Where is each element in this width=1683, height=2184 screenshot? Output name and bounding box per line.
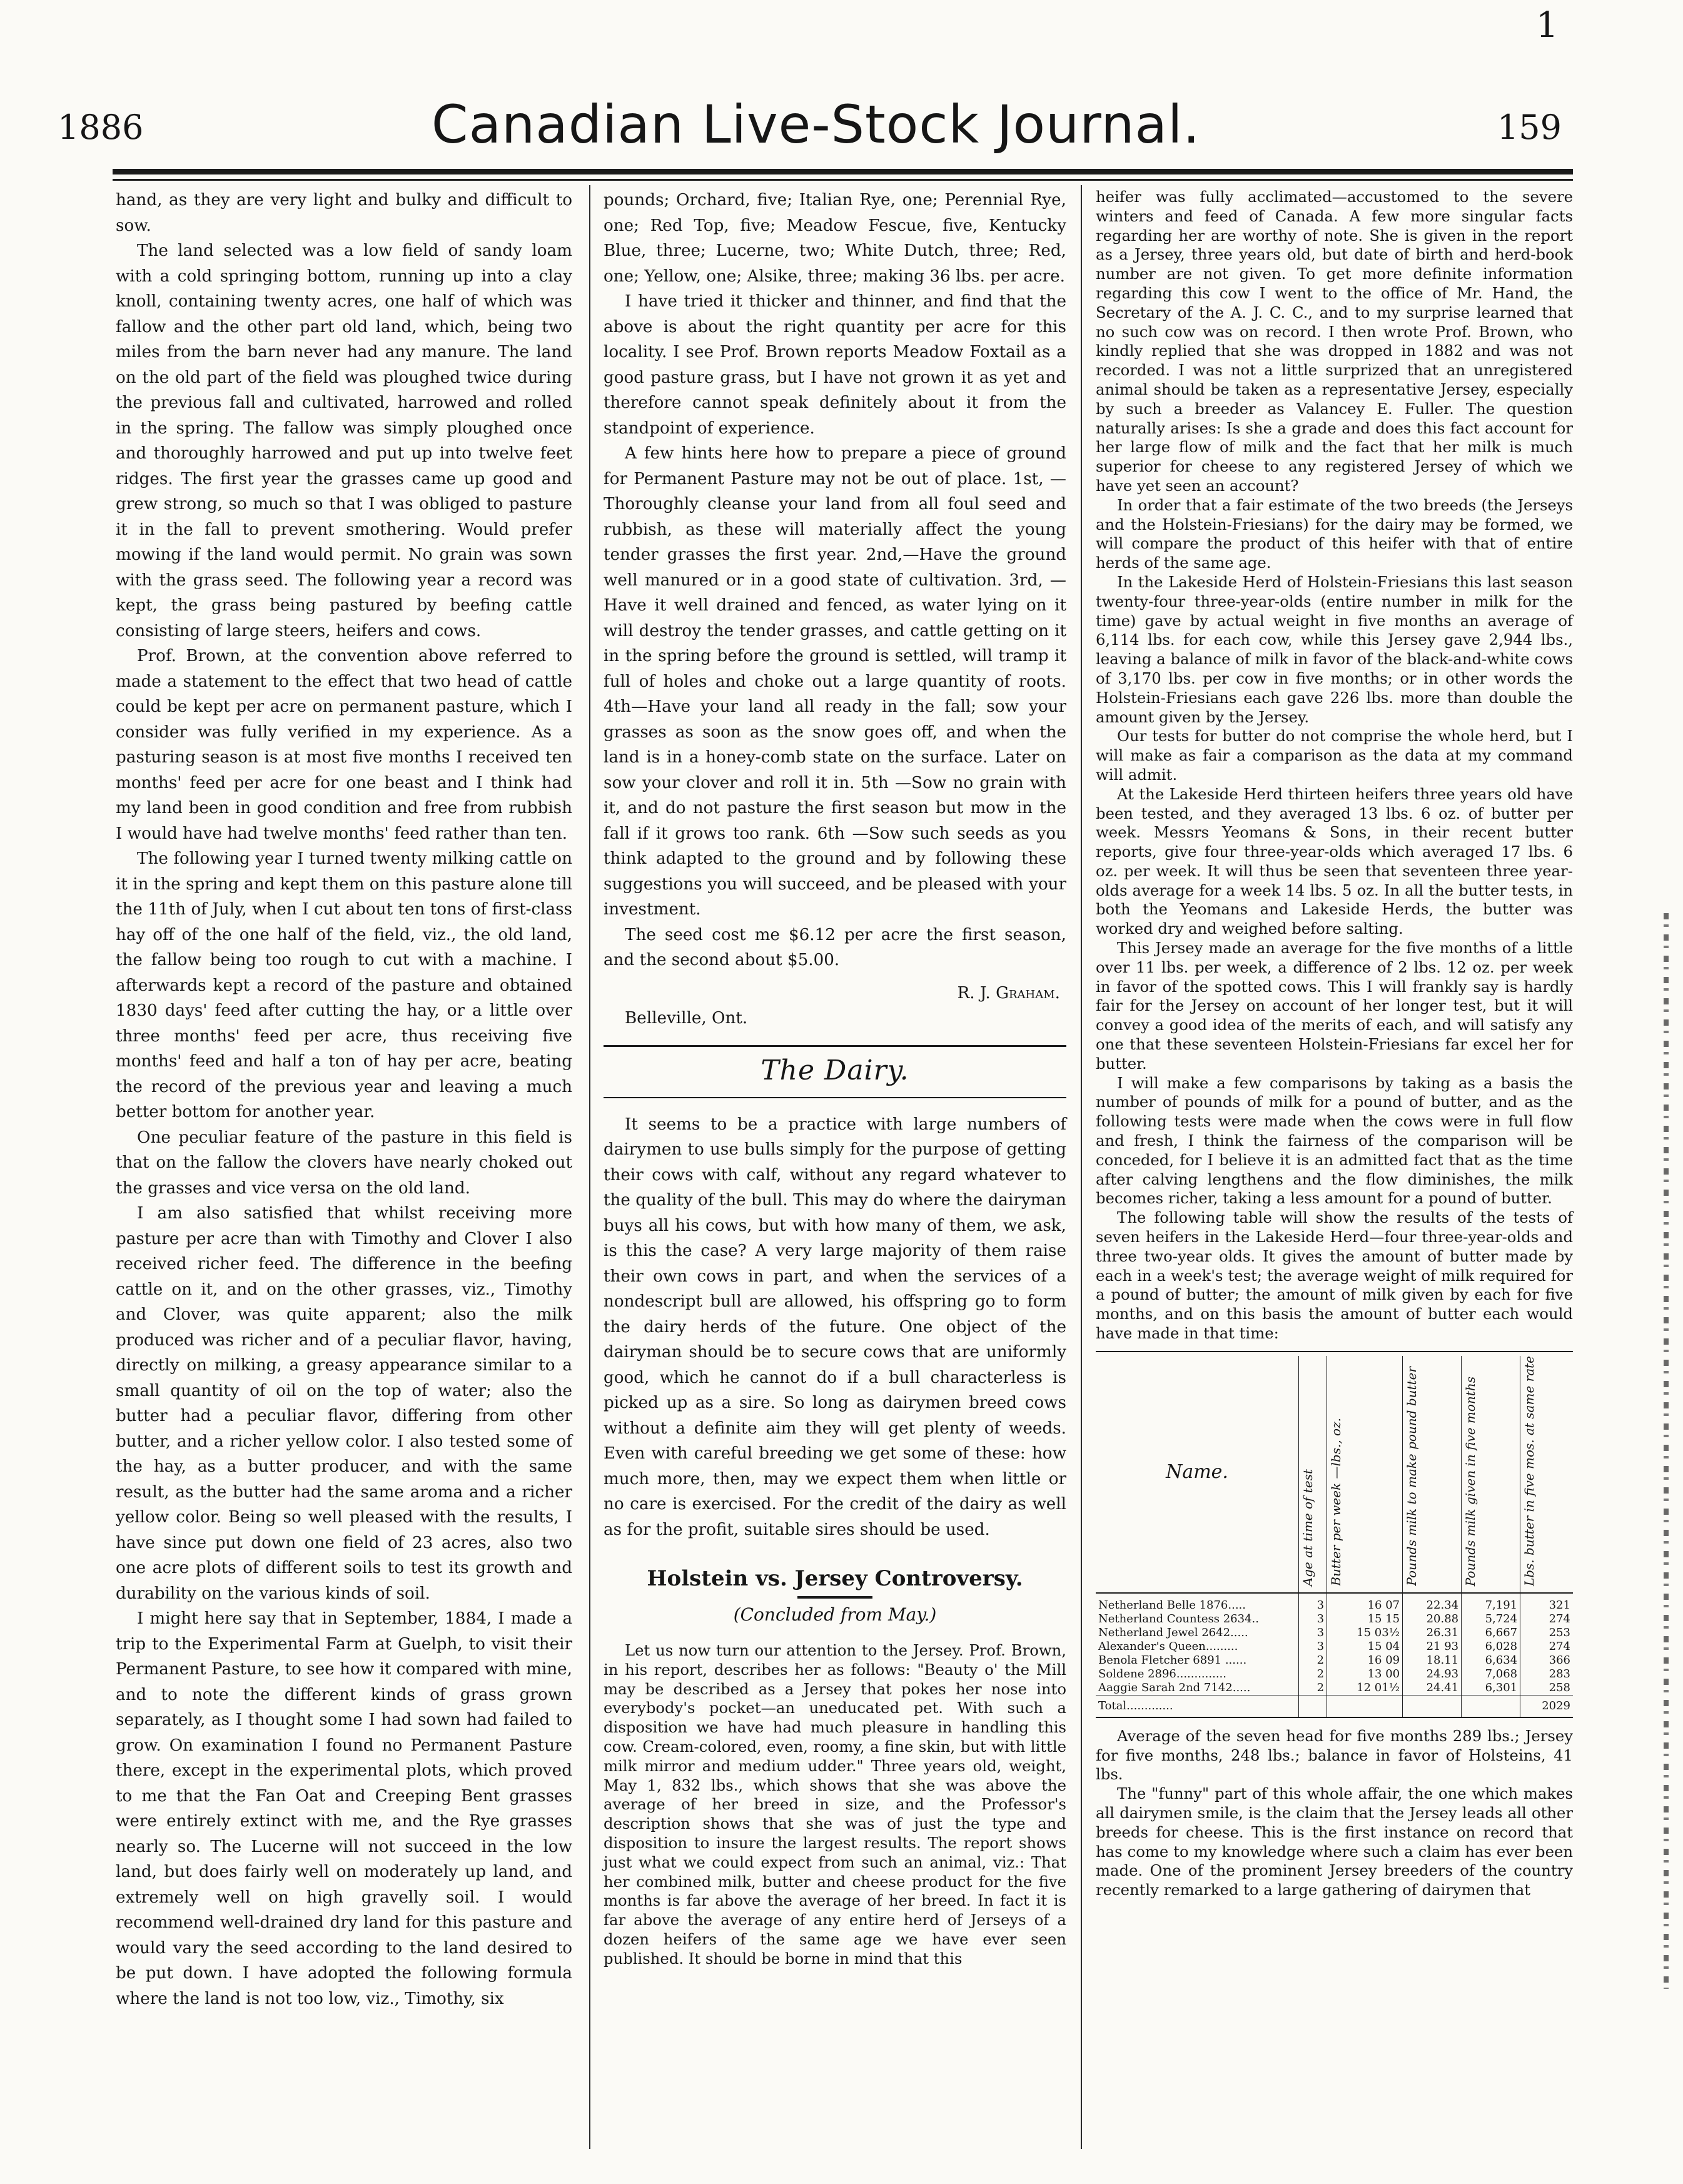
- column-header-age: [1299, 1356, 1327, 1593]
- article-title-rule: [797, 1596, 872, 1599]
- paragraph: One peculiar feature of the pasture in this field is that on the fallow the clovers have nearly choked out the grasses and vice versa on the old land.: [116, 1128, 572, 1198]
- cell-age: 2: [1299, 1667, 1327, 1681]
- cell-name: Alexander's Queen.........: [1098, 1639, 1238, 1653]
- table-row: [1096, 1626, 1573, 1640]
- cell-empty: [1403, 1695, 1462, 1717]
- cell-name: Soldene 2896..............: [1098, 1667, 1226, 1681]
- heifer-results-table: [1096, 1356, 1573, 1718]
- table-row: [1096, 1667, 1573, 1681]
- paragraph: The "funny" part of this whole affair, the one which makes all dairymen smile, is the claim that the Jersey leads all other breeds for cheese. This is the first instance on record that has come to my knowledge where such a claim has ever been made. One of the prominent Jersey breeders of the country recently remarked to a large gathering of dairymen that: [1096, 1784, 1573, 1899]
- paragraph: The following year I turned twenty milking cattle on it in the spring and kept them on this pasture alone till the 11th of July, when I cut about ten tons of first-class hay off of the one half of the field, viz., the old land, the fallow being too rough to cut with a machine. I afterwards kept a record of the pasture and obtained 1830 days' feed after cutting the hay, or a little over three months' feed per acre, thus receiving five months' feed and half a ton of hay per acre, beating the record of the previous year and leaving a much better bottom for another year.: [116, 849, 572, 1121]
- cell-butter-five-months: 321: [1520, 1593, 1573, 1612]
- paragraph: The following table will show the results of the tests of seven heifers in the Lakeside Herd—four three-year-olds and three two-year olds. It gives the amount of butter made by each in a week's test; the average weight of milk required for a pound of butter; the amount of milk given by each for five months, and on this basis the amount of butter each would have made in that time:: [1096, 1208, 1573, 1343]
- cell-milk-five-months: 6,301: [1462, 1681, 1520, 1696]
- table-row: [1096, 1640, 1573, 1654]
- paragraph: I am also satisfied that whilst receiving more pasture per acre than with Timothy and Clover I also received richer feed. The difference in the beefing cattle on it, and on the other grasses, viz., Timothy and Clover, was quite apparent; also the milk produced was richer and of a peculiar flavor, having, directly on milking, a greasy appearance similar to a small quantity of oil on the top of water; also the butter had a peculiar flavor, differing from other butter, and a richer yellow color. I also tested some of the hay, as a butter producer, and with the same result, as the butter had the same aroma and a richer yellow color. Being so well pleased with the results, I have since put down one field of 23 acres, also two one acre plots of different soils to test its growth and durability on the various kinds of soil.: [116, 1204, 572, 1603]
- paragraph: I will make a few comparisons by taking as a basis the number of pounds of milk for a pound of butter, and as the following tests were made when the cows were in full flow and fresh, I think the fairness of the comparison will be conceded, for I believe it is an admitted fact that as the time after calving lengthens and the flow diminishes, the milk becomes richer, taking a less amount for a pound of butter.: [1096, 1073, 1573, 1208]
- paragraph: The seed cost me $6.12 per acre the first season, and the second about $5.00.: [604, 925, 1066, 969]
- cell-milk-per-butter: 22.34: [1403, 1593, 1462, 1612]
- cell-age: 3: [1299, 1612, 1327, 1626]
- section-rule-bottom: [604, 1097, 1066, 1098]
- cell-milk-five-months: 6,667: [1462, 1626, 1520, 1640]
- table-total-row: [1096, 1695, 1573, 1717]
- stray-mark: 1: [1536, 5, 1559, 46]
- cell-age: 3: [1299, 1626, 1327, 1640]
- paragraph: pounds; Orchard, five; Italian Rye, one; Perennial Rye, one; Red Top, five; Meadow Fescue, five, Kentucky Blue, three; Lucerne, two; White Dutch, three; Red, one; Yellow, one; Alsike, three; making 36 lbs. per acre.: [604, 191, 1066, 286]
- column-header-milk-five-months: [1462, 1356, 1520, 1593]
- cell-butter-five-months: 258: [1520, 1681, 1573, 1696]
- column-header-name: Name.: [1166, 1460, 1228, 1483]
- cell-milk-per-butter: 26.31: [1403, 1626, 1462, 1640]
- page-number: 159: [1497, 108, 1562, 147]
- cell-butter-week: 15 04: [1327, 1640, 1403, 1654]
- cell-name: Netherland Countess 2634..: [1098, 1612, 1259, 1625]
- cell-empty: [1327, 1695, 1403, 1717]
- cell-age: 3: [1299, 1593, 1327, 1612]
- article-title: Holstein vs. Jersey Controversy.: [647, 1566, 1023, 1591]
- cell-name: Netherland Jewel 2642.....: [1098, 1625, 1248, 1639]
- cell-butter-five-months: 253: [1520, 1626, 1573, 1640]
- column-rule-1: [589, 185, 590, 2149]
- paragraph: At the Lakeside Herd thirteen heifers three years old have been tested, and they averaged 13 lbs. 6 oz. of butter per week. Messrs Yeomans & Sons, in their recent butter reports, give four three-year-olds which averaged 17 lbs. 6 oz. per week. It will thus be seen that seventeen three year-olds average for a week 14 lbs. 5 oz. In all the butter tests, in both the Yeomans and Lakeside Herds, the butter was worked dry and weighed before salting.: [1096, 784, 1573, 938]
- masthead-year: 1886: [58, 108, 144, 147]
- binding-edge-marks: [1664, 913, 1669, 1989]
- cell-milk-five-months: 7,068: [1462, 1667, 1520, 1681]
- paragraph: Prof. Brown, at the convention above referred to made a statement to the effect that two head of cattle could be kept per acre on permanent pasture, which I consider was fully verified in my experience. As a pasturing season is at most five months I received ten months' feed per acre for one beast and I think had my land been in good condition and free from rubbish I would have had twelve months' feed rather than ten.: [116, 647, 572, 843]
- cell-empty: [1299, 1695, 1327, 1717]
- cell-age: 3: [1299, 1640, 1327, 1654]
- total-value: 2029: [1520, 1695, 1573, 1717]
- section-rule-top: [604, 1045, 1066, 1047]
- column-header-label: Pounds milk given in five months: [1463, 1376, 1478, 1586]
- cell-butter-five-months: 274: [1520, 1612, 1573, 1626]
- cell-name: Benola Fletcher 6891 ......: [1098, 1653, 1247, 1667]
- cell-butter-week: 15 15: [1327, 1612, 1403, 1626]
- article-subtitle: (Concluded from May.): [733, 1604, 937, 1625]
- column-header-label: Butter per week —lbs., oz.: [1328, 1418, 1344, 1586]
- column-header-label: Age at time of test: [1300, 1469, 1315, 1586]
- column-header-label: Lbs. butter in five mos. at same rate: [1522, 1355, 1537, 1586]
- cell-age: 2: [1299, 1681, 1327, 1696]
- cell-age: 2: [1299, 1654, 1327, 1667]
- cell-butter-week: 16 07: [1327, 1593, 1403, 1612]
- paragraph: Our tests for butter do not comprise the whole herd, but I will make as fair a comparison as the data at my command will admit.: [1096, 727, 1573, 784]
- cell-milk-per-butter: 24.41: [1403, 1681, 1462, 1696]
- cell-milk-five-months: 6,634: [1462, 1654, 1520, 1667]
- table-row: [1096, 1681, 1573, 1696]
- cell-butter-week: 15 03½: [1327, 1626, 1403, 1640]
- column-header-butter-five-months: [1520, 1356, 1573, 1593]
- cell-empty: [1462, 1695, 1520, 1717]
- table-row: [1096, 1654, 1573, 1667]
- column-header-milk-per-butter: [1403, 1356, 1462, 1593]
- column-1: [116, 188, 572, 2011]
- table-rule-top: [1096, 1351, 1573, 1352]
- paragraph: This Jersey made an average for the five months of a little over 11 lbs. per week, a difference of 2 lbs. 12 oz. per week in favor of the spotted cows. This I will frankly say is hardly fair for the Jersey on account of her longer test, but it will convey a good idea of the merits of each, and will satisfy any one that these seventeen Holstein-Friesians far excel her for butter.: [1096, 939, 1573, 1073]
- column-3: [1096, 188, 1573, 1900]
- column-2: [604, 188, 1066, 1969]
- masthead-rule-thin: [113, 179, 1573, 181]
- cell-butter-week: 16 09: [1327, 1654, 1403, 1667]
- paragraph: In the Lakeside Herd of Holstein-Friesians this last season twenty-four three-year-olds (entire number in milk for the time) gave by actual weight in five months an average of 6,114 lbs. for each cow, while this Jersey gave 2,944 lbs., leaving a balance of milk in favor of the black-and-white cows of 3,170 lbs. per cow in five months; or in other words the Holstein-Friesians each gave 226 lbs. more than double the amount given by the Jersey.: [1096, 572, 1573, 726]
- author-signature: R. J. Graham.: [957, 983, 1060, 1003]
- section-title-dairy: The Dairy.: [761, 1054, 909, 1086]
- cell-milk-five-months: 5,724: [1462, 1612, 1520, 1626]
- paragraph: A few hints here how to prepare a piece of ground for Permanent Pasture may not be out of place. 1st, —Thoroughly cleanse your land from all foul seed and rubbish, as these will materially affect the young tender grasses the first year. 2nd,—Have the ground well manured or in a good state of cultivation. 3rd, —Have it well drained and fenced, as water lying on it will destroy the tender grasses, and cattle getting on it in the spring before the ground is settled, will tramp it full of holes and choke out a large quantity of roots. 4th—Have your land all ready in the fall; sow your grasses as soon as the snow goes off, and when the land is in a honey-comb state on the surface. Later on sow your clover and roll it in. 5th —Sow no grain with it, and do not pasture the first season but mow in the fall if it grows too rank. 6th —Sow such seeds as you think adapted to the ground and by following these suggestions you will succeed, and be pleased with your investment.: [604, 444, 1066, 919]
- paragraph: The land selected was a low field of sandy loam with a cold springing bottom, running up into a clay knoll, containing twenty acres, one half of which was fallow and the other part old land, which, being two miles from the barn never had any manure. The land on the old part of the field was ploughed twice during the previous fall and cultivated, harrowed and rolled in the spring. The fallow was simply ploughed once and thoroughly harrowed and put up into twelve feet ridges. The first year the grasses came up good and grew strong, so much so that I was obliged to pasture it in the fall to prevent smothering. Would prefer mowing if the land would permit. No grain was sown with the grass seed. The following year a record was kept, the grass being pastured by beefing cattle consisting of large steers, heifers and cows.: [116, 241, 572, 640]
- table-header-row: [1096, 1356, 1573, 1593]
- paragraph: In order that a fair estimate of the two breeds (the Jerseys and the Holstein-Friesians) for the dairy may be formed, we will compare the product of this heifer with that of entire herds of the same age.: [1096, 495, 1573, 572]
- cell-butter-week: 13 00: [1327, 1667, 1403, 1681]
- author-location: Belleville, Ont.: [625, 1009, 748, 1028]
- cell-milk-five-months: 7,191: [1462, 1593, 1520, 1612]
- paragraph: I might here say that in September, 1884, I made a trip to the Experimental Farm at Guelph, to visit their Permanent Pasture, to see how it compared with mine, and to note the different kinds of grass grown separately, as I thought some I had sown had failed to grow. On examination I found no Permanent Pasture there, except in the experimental plots, which proved to me that the Fan Oat and Creeping Bent grasses were entirely extinct with me, and the Rye grasses nearly so. The Lucerne will not succeed in the low land, but does fairly well on moderately up land, and extremely well on high gravelly soil. I would recommend well-drained dry land for this pasture and would vary the seed according to the land desired to be put down. I have adopted the following formula where the land is not too low, viz., Timothy, six: [116, 1609, 572, 2008]
- table-row: [1096, 1593, 1573, 1612]
- cell-milk-five-months: 6,028: [1462, 1640, 1520, 1654]
- cell-butter-five-months: 283: [1520, 1667, 1573, 1681]
- cell-butter-five-months: 274: [1520, 1640, 1573, 1654]
- cell-milk-per-butter: 18.11: [1403, 1654, 1462, 1667]
- paragraph: heifer was fully acclimated—accustomed to the severe winters and feed of Canada. A few more singular facts regarding her are worthy of note. She is given in the report as a Jersey, three years old, but date of birth and herd-book number are not given. To get more definite information regarding this cow I went to the office of Mr. Hand, the Secretary of the A. J. C. C., and to my surprise learned that no such cow was on record. I then wrote Prof. Brown, who kindly replied that she was dropped in 1882 and was not recorded. I was not a little surprized that an unregistered animal should be taken as a representative Jersey, especially by such a breeder as Valancey E. Fuller. The question naturally arises: Is she a grade and does this fact account for her large flow of milk and the fact that her milk is much superior for cheese to any registered Jersey of which we have yet seen an account?: [1096, 188, 1573, 495]
- total-label: Total.............: [1096, 1695, 1299, 1717]
- masthead: [58, 94, 1574, 156]
- paragraph: hand, as they are very light and bulky and difficult to sow.: [116, 191, 572, 235]
- column-rule-2: [1081, 185, 1082, 2149]
- cell-milk-per-butter: 24.93: [1403, 1667, 1462, 1681]
- cell-butter-five-months: 366: [1520, 1654, 1573, 1667]
- paragraph: I have tried it thicker and thinner, and find that the above is about the right quantity per acre for this locality. I see Prof. Brown reports Meadow Foxtail as a good pasture grass, but I have not grown it as yet and therefore cannot speak definitely about it from the standpoint of experience.: [604, 292, 1066, 438]
- cell-name: Netherland Belle 1876.....: [1098, 1598, 1246, 1612]
- cell-butter-week: 12 01½: [1327, 1681, 1403, 1696]
- journal-title: Canadian Live-Stock Journal.: [431, 94, 1201, 155]
- table-row: [1096, 1612, 1573, 1626]
- cell-name: Aaggie Sarah 2nd 7142.....: [1098, 1681, 1251, 1694]
- cell-milk-per-butter: 21 93: [1403, 1640, 1462, 1654]
- cell-milk-per-butter: 20.88: [1403, 1612, 1462, 1626]
- paragraph: Average of the seven head for five months 289 lbs.; Jersey for five months, 248 lbs.; balance in favor of Holsteins, 41 lbs.: [1096, 1726, 1573, 1784]
- article-paragraph: Let us now turn our attention to the Jersey. Prof. Brown, in his report, describes her as follows: "Beauty o' the Mill may be described as a Jersey that pokes her nose into everybody's pocket—an uneducated pet. With such a disposition we have had much pleasure in handling this cow. Cream-colored, even, roomy, a fine skin, but with little milk mirror and medium udder." Three years old, weight, May 1, 832 lbs., which shows that she was above the average of her breed in size, and the Professor's description shows that she was of just the type and disposition to insure the largest results. The report shows just what we could expect from such an animal, viz.: That her combined milk, butter and cheese product for the five months is far above the average of her breed. In fact it is far above the average of any entire herd of Jerseys of a dozen heifers of the same age we have ever seen published. It should be borne in mind that this: [604, 1641, 1066, 1968]
- masthead-rule-thick: [113, 169, 1573, 174]
- column-header-label: Pounds milk to make pound butter: [1404, 1367, 1420, 1586]
- dairy-paragraph: It seems to be a practice with large numbers of dairymen to use bulls simply for the purpose of getting their cows with calf, without any regard whatever to the quality of the bull. This may do where the dairyman buys all his cows, but with how many of them, we ask, is this the case? A very large majority of them raise their own cows in part, and when the services of a nondescript bull are allowed, his offspring go to form the dairy herds of the future. One object of the dairyman should be to secure cows that are uniformly good, which he cannot do if a bull characterless is picked up as a sire. So long as dairymen breed cows without a definite aim they will get plenty of weeds. Even with careful breeding we get some of these: how much more, then, may we expect them when little or no care is exercised. For the credit of the dairy as well as for the profit, suitable sires should be used.: [604, 1115, 1066, 1539]
- column-header-butter-week: [1327, 1356, 1403, 1593]
